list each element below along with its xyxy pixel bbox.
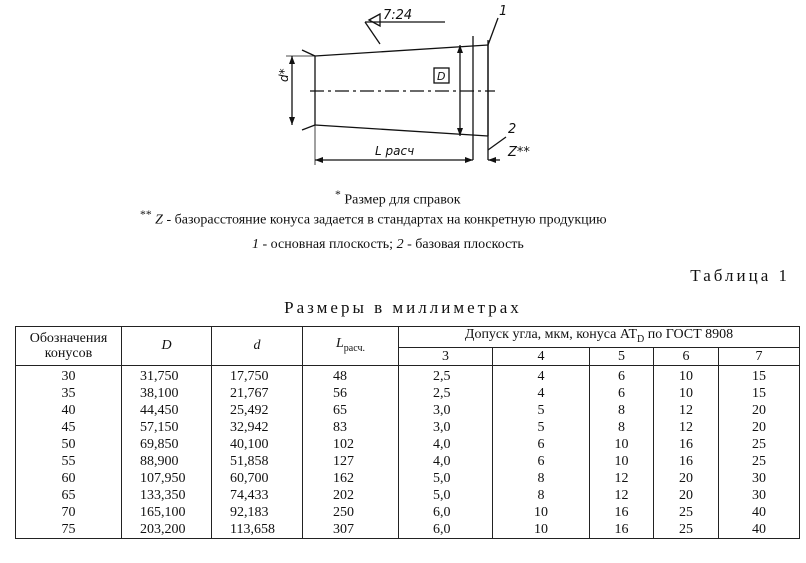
cell-L: 48 — [303, 365, 399, 385]
note-planes — [252, 237, 524, 253]
cell-tol-5: 16 — [590, 521, 654, 539]
cone-dimensions-table — [15, 326, 800, 539]
cell-tol-3: 3,0 — [399, 402, 493, 419]
header-tolerance — [399, 327, 800, 348]
cell-tol-6: 16 — [654, 453, 719, 470]
header-L-main: L — [335, 336, 344, 351]
cell-d: 25,492 — [212, 402, 303, 419]
header-d: d — [212, 327, 303, 366]
table-row — [16, 453, 800, 470]
note1-mark: * — [335, 188, 341, 201]
cell-tol-4: 5 — [493, 402, 590, 419]
table-label: Таблица 1 — [690, 266, 790, 285]
D-box-label: D — [437, 70, 446, 83]
header-degree-3: 6 — [654, 347, 719, 365]
header-tolerance-suffix: по ГОСТ 8908 — [644, 327, 734, 342]
table-row — [16, 436, 800, 453]
cell-tol-5: 8 — [590, 419, 654, 436]
cell-tol-6: 12 — [654, 419, 719, 436]
cell-designation: 30 — [16, 365, 122, 385]
table-row — [16, 504, 800, 521]
header-tolerance-sub: D — [637, 333, 645, 345]
cell-tol-4: 10 — [493, 521, 590, 539]
cell-d: 60,700 — [212, 470, 303, 487]
header-L-sub: расч. — [343, 342, 365, 354]
cell-tol-3: 4,0 — [399, 453, 493, 470]
taper-ratio-label: 7:24 — [383, 8, 413, 23]
table-row — [16, 419, 800, 436]
cell-tol-7: 15 — [719, 385, 800, 402]
table-row — [16, 385, 800, 402]
cell-L: 202 — [303, 487, 399, 504]
cell-tol-4: 4 — [493, 365, 590, 385]
cell-D: 133,350 — [122, 487, 212, 504]
cell-d: 32,942 — [212, 419, 303, 436]
cell-tol-7: 30 — [719, 487, 800, 504]
z-label: Z** — [508, 145, 530, 160]
cell-designation: 45 — [16, 419, 122, 436]
cell-tol-6: 25 — [654, 504, 719, 521]
cell-d: 51,858 — [212, 453, 303, 470]
cell-D: 44,450 — [122, 402, 212, 419]
header-degree-0: 3 — [399, 347, 493, 365]
cell-tol-3: 2,5 — [399, 385, 493, 402]
table-row — [16, 402, 800, 419]
cell-designation: 60 — [16, 470, 122, 487]
cell-tol-4: 10 — [493, 504, 590, 521]
note3-num2: 2 — [396, 237, 404, 252]
cell-tol-7: 30 — [719, 470, 800, 487]
cell-D: 31,750 — [122, 365, 212, 385]
cell-tol-6: 12 — [654, 402, 719, 419]
callout-1-label: 1 — [499, 4, 508, 19]
L-dimension-label: L расч — [375, 144, 415, 158]
cell-d: 92,183 — [212, 504, 303, 521]
cell-tol-6: 20 — [654, 487, 719, 504]
cell-tol-4: 8 — [493, 487, 590, 504]
cell-D: 88,900 — [122, 453, 212, 470]
note-base-distance — [140, 208, 607, 229]
cell-tol-5: 16 — [590, 504, 654, 521]
note3-num1: 1 — [252, 237, 259, 252]
cell-designation: 65 — [16, 487, 122, 504]
cell-tol-6: 20 — [654, 470, 719, 487]
cell-tol-3: 5,0 — [399, 487, 493, 504]
header-degree-2: 5 — [590, 347, 654, 365]
cell-tol-4: 8 — [493, 470, 590, 487]
cell-tol-5: 6 — [590, 385, 654, 402]
cell-tol-3: 4,0 — [399, 436, 493, 453]
cell-tol-7: 20 — [719, 402, 800, 419]
cell-designation: 35 — [16, 385, 122, 402]
cell-tol-7: 20 — [719, 419, 800, 436]
cell-L: 127 — [303, 453, 399, 470]
cell-tol-4: 6 — [493, 436, 590, 453]
table-row — [16, 365, 800, 385]
cell-tol-3: 5,0 — [399, 470, 493, 487]
cell-designation: 75 — [16, 521, 122, 539]
note3-text1: - основная плоскость; — [259, 237, 397, 252]
cell-D: 38,100 — [122, 385, 212, 402]
cell-D: 203,200 — [122, 521, 212, 539]
cell-d: 21,767 — [212, 385, 303, 402]
header-tolerance-prefix: Допуск угла, мкм, конуса AT — [464, 327, 637, 342]
cell-L: 250 — [303, 504, 399, 521]
cell-tol-6: 10 — [654, 385, 719, 402]
cell-tol-4: 5 — [493, 419, 590, 436]
cell-D: 57,150 — [122, 419, 212, 436]
cell-tol-7: 25 — [719, 453, 800, 470]
header-degree-1: 4 — [493, 347, 590, 365]
cell-d: 17,750 — [212, 365, 303, 385]
table-row — [16, 470, 800, 487]
cone-drawing — [270, 0, 560, 180]
cell-tol-6: 16 — [654, 436, 719, 453]
cell-tol-4: 4 — [493, 385, 590, 402]
header-designation: Обозначения конусов — [16, 327, 122, 366]
note2-mark: ** — [140, 208, 152, 221]
note3-text2: - базовая плоскость — [403, 237, 524, 252]
cell-D: 69,850 — [122, 436, 212, 453]
cell-d: 74,433 — [212, 487, 303, 504]
cell-designation: 40 — [16, 402, 122, 419]
units-caption: Размеры в миллиметрах — [284, 298, 522, 317]
cell-L: 83 — [303, 419, 399, 436]
cell-tol-5: 10 — [590, 453, 654, 470]
cell-tol-5: 6 — [590, 365, 654, 385]
note1-text: Размер для справок — [344, 192, 461, 208]
d-dimension-label: d* — [277, 68, 291, 82]
cell-tol-7: 40 — [719, 521, 800, 539]
cell-tol-7: 40 — [719, 504, 800, 521]
table-row — [16, 487, 800, 504]
note2-text: - базорасстояние конуса задается в стандартах на конкретную продукцию — [162, 212, 607, 228]
cell-L: 307 — [303, 521, 399, 539]
cell-L: 162 — [303, 470, 399, 487]
cell-d: 113,658 — [212, 521, 303, 539]
cell-tol-3: 2,5 — [399, 365, 493, 385]
cell-tol-5: 8 — [590, 402, 654, 419]
cell-d: 40,100 — [212, 436, 303, 453]
cell-tol-7: 15 — [719, 365, 800, 385]
header-D: D — [122, 327, 212, 366]
cell-L: 65 — [303, 402, 399, 419]
cell-tol-6: 10 — [654, 365, 719, 385]
callout-2-label: 2 — [508, 122, 517, 137]
header-degree-4: 7 — [719, 347, 800, 365]
cell-L: 56 — [303, 385, 399, 402]
cell-D: 165,100 — [122, 504, 212, 521]
cell-tol-3: 6,0 — [399, 521, 493, 539]
cell-designation: 50 — [16, 436, 122, 453]
cell-designation: 70 — [16, 504, 122, 521]
header-L — [303, 327, 399, 366]
cell-tol-6: 25 — [654, 521, 719, 539]
cell-tol-5: 12 — [590, 487, 654, 504]
table-row — [16, 521, 800, 539]
cell-tol-3: 6,0 — [399, 504, 493, 521]
cell-tol-4: 6 — [493, 453, 590, 470]
cell-designation: 55 — [16, 453, 122, 470]
note2-var: Z — [155, 212, 163, 228]
cell-tol-5: 10 — [590, 436, 654, 453]
cell-D: 107,950 — [122, 470, 212, 487]
cell-tol-7: 25 — [719, 436, 800, 453]
cell-L: 102 — [303, 436, 399, 453]
cell-tol-5: 12 — [590, 470, 654, 487]
cell-tol-3: 3,0 — [399, 419, 493, 436]
note-reference — [335, 188, 461, 209]
